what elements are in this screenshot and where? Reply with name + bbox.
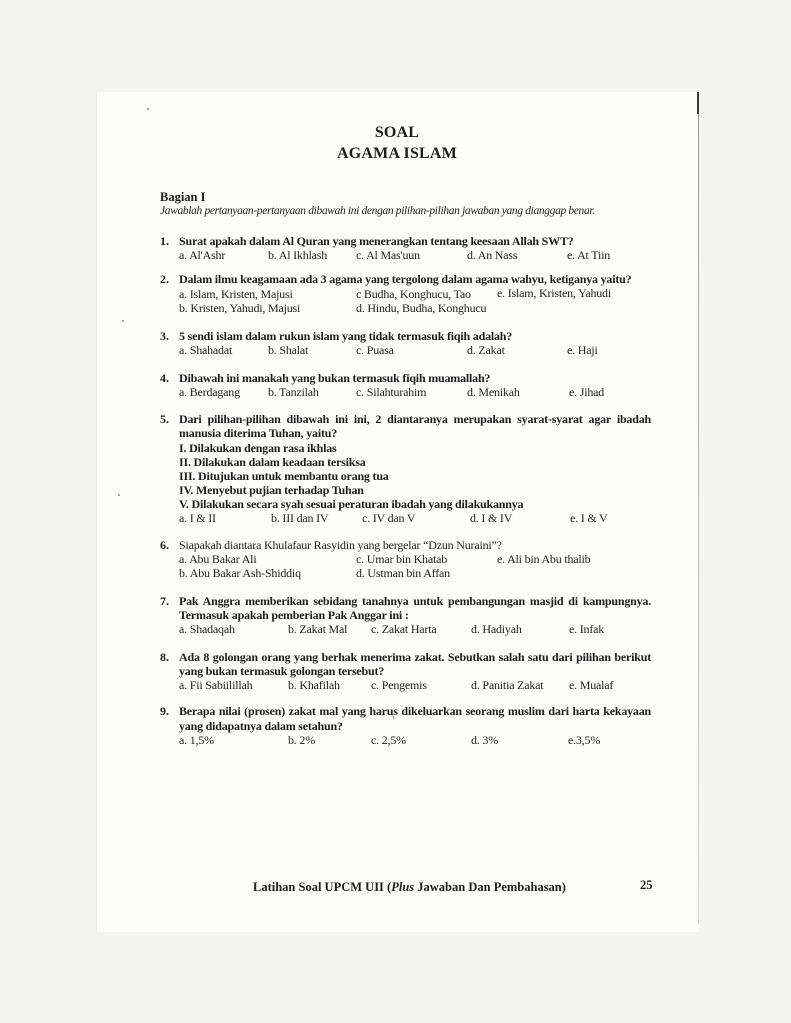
- question-text: Dibawah ini manakah yang bukan termasuk fiqih muamallah?: [179, 371, 491, 385]
- answer-option: e.3,5%: [568, 733, 601, 747]
- answer-option: e. Mualaf: [569, 678, 614, 692]
- answer-option: c. Umar bin Khatab: [356, 552, 448, 566]
- answer-option: d. Zakat: [467, 343, 505, 357]
- answer-option: c. IV dan V: [362, 511, 416, 525]
- footer-italic-text: Plus: [391, 880, 415, 894]
- answer-option: a. Fii Sabiilillah: [179, 678, 253, 692]
- statement-item: II. Dilakukan dalam keadaan tersiksa: [179, 455, 366, 469]
- section-instruction: Jawablah pertanyaan-pertanyaan dibawah ini dengan pilihan-pilihan jawaban yang dianggap benar.: [160, 205, 595, 217]
- answer-option: e. Haji: [567, 343, 598, 357]
- question-text: Dalam ilmu keagamaan ada 3 agama yang tergolong dalam agama wahyu, ketiganya yaitu?: [179, 272, 632, 286]
- question-number: 1.: [160, 234, 169, 248]
- question-text: Ada 8 golongan orang yang berhak menerima zakat. Sebutkan salah satu dari pilihan berikut: [179, 650, 651, 664]
- answer-option: b. Khafilah: [288, 678, 340, 692]
- answer-option: e. Infak: [569, 622, 605, 636]
- answer-option: d. Panitia Zakat: [471, 678, 544, 692]
- statement-item: V. Dilakukan secara syah sesuai peraturan ibadah yang dilakukannya: [179, 497, 524, 511]
- answer-option: d. Ustman bin Affan: [356, 566, 450, 580]
- answer-option: a. Al'Ashr: [179, 248, 226, 262]
- answer-option: b. III dan IV: [271, 511, 329, 525]
- answer-option: c. Pengemis: [371, 678, 427, 692]
- answer-option: c. Silahturahim: [356, 385, 427, 399]
- statement-item: III. Ditujukan untuk membantu orang tua: [179, 469, 389, 483]
- scan-speck: [122, 320, 124, 322]
- section-title: Bagian I: [160, 190, 206, 204]
- question-number: 4.: [160, 371, 169, 385]
- answer-option: c. Puasa: [356, 343, 394, 357]
- answer-option: d. Hadiyah: [471, 622, 522, 636]
- answer-option: b. Zakat Mal: [288, 622, 348, 636]
- page-title: SOAL: [374, 124, 420, 141]
- answer-option: b. Al Ikhlash: [268, 248, 328, 262]
- question-number: 9.: [160, 704, 169, 718]
- answer-option: c Budha, Konghucu, Tao: [356, 287, 471, 301]
- statement-item: I. Dilakukan dengan rasa ikhlas: [179, 441, 337, 455]
- answer-option: d. 3%: [471, 733, 498, 747]
- question-number: 5.: [160, 412, 169, 426]
- page-footer: [253, 880, 566, 895]
- footer-text: Latihan Soal UPCM UII (: [253, 880, 392, 894]
- answer-option: d. I & IV: [470, 511, 513, 525]
- statement-item: IV. Menyebut pujian terhadap Tuhan: [179, 483, 364, 497]
- answer-option: d. Menikah: [467, 385, 520, 399]
- answer-option: b. Abu Bakar Ash-Shiddiq: [179, 566, 301, 580]
- scan-speck: [118, 494, 120, 496]
- question-text: 5 sendi islam dalam rukun islam yang tidak termasuk fiqih adalah?: [179, 329, 513, 343]
- question-text: Termasuk apakah pemberian Pak Anggar ini :: [179, 608, 409, 622]
- answer-option: a. I & II: [179, 511, 216, 525]
- scan-edge-shadow: [698, 114, 699, 924]
- answer-option: e. Islam, Kristen, Yahudi: [497, 286, 611, 300]
- answer-option: b. 2%: [288, 733, 315, 747]
- answer-option: a. Islam, Kristen, Majusi: [179, 287, 293, 301]
- answer-option: a. Shadaqah: [179, 622, 235, 636]
- answer-option: e. Jihad: [569, 385, 605, 399]
- answer-option: b. Shalat: [268, 343, 309, 357]
- question-text: yang didapatnya dalam setahun?: [179, 719, 343, 733]
- answer-option: c. 2,5%: [371, 733, 406, 747]
- answer-option: e. Ali bin Abu thalib: [497, 552, 591, 566]
- scan-speck: [147, 108, 149, 110]
- answer-option: b. Kristen, Yahudi, Majusi: [179, 301, 301, 315]
- page-subtitle: AGAMA ISLAM: [337, 145, 457, 162]
- page-number: 25: [640, 878, 653, 892]
- answer-option: a. Abu Bakar Ali: [179, 552, 257, 566]
- question-text: Berapa nilai (prosen) zakat mal yang harus dikeluarkan seorang muslim dari harta kekayaan: [179, 704, 651, 718]
- question-text: manusia diterima Tuhan, yaitu?: [179, 426, 338, 440]
- question-number: 6.: [160, 538, 169, 552]
- question-text: Siapakah diantara Khulafaur Rasyidin yang bergelar “Dzun Nuraini”?: [179, 538, 502, 552]
- footer-text: Jawaban Dan Pembahasan): [414, 880, 566, 894]
- answer-option: a. 1,5%: [179, 733, 214, 747]
- question-text: Dari pilihan-pilihan dibawah ini ini, 2 diantaranya merupakan syarat-syarat agar ibadah: [179, 412, 651, 426]
- scan-edge-mark: [697, 92, 699, 114]
- answer-option: d. Hindu, Budha, Konghucu: [356, 301, 487, 315]
- question-number: 3.: [160, 329, 169, 343]
- answer-option: d. An Nass: [467, 248, 518, 262]
- question-text: Pak Anggra memberikan sebidang tanahnya untuk pembangungan masjid di kampungnya.: [179, 594, 651, 608]
- answer-option: c. Zakat Harta: [371, 622, 437, 636]
- answer-option: e. At Tiin: [567, 248, 611, 262]
- question-number: 8.: [160, 650, 169, 664]
- question-number: 7.: [160, 594, 169, 608]
- answer-option: b. Tanzilah: [268, 385, 319, 399]
- question-text: yang bukan termasuk golongan tersebut?: [179, 664, 385, 678]
- question-text: Surat apakah dalam Al Quran yang menerangkan tentang keesaan Allah SWT?: [179, 234, 574, 248]
- answer-option: e. I & V: [570, 511, 608, 525]
- answer-option: c. Al Mas'uun: [356, 248, 420, 262]
- question-number: 2.: [160, 272, 169, 286]
- answer-option: a. Shahadat: [179, 343, 233, 357]
- answer-option: a. Berdagang: [179, 385, 240, 399]
